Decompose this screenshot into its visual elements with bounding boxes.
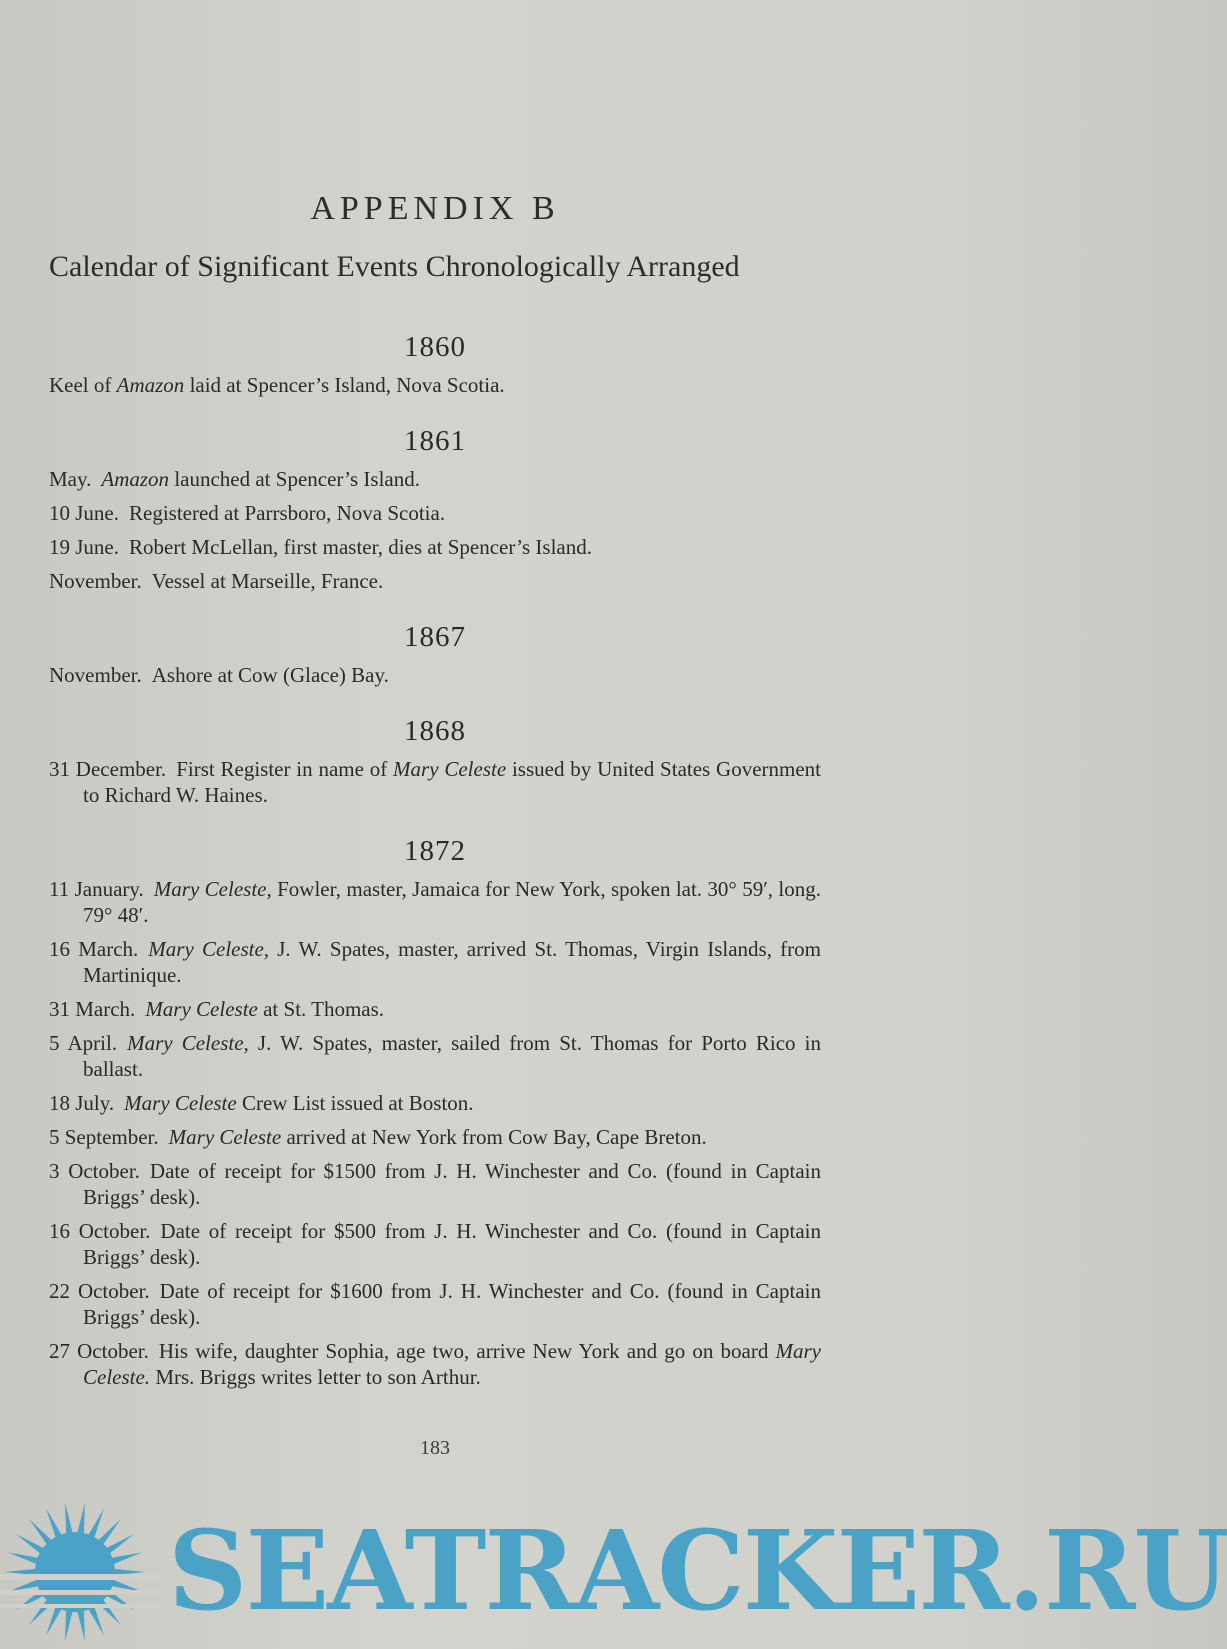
event-entry (49, 372, 821, 398)
event-text: issued by United States Government to Richard W. Haines. (83, 757, 821, 807)
ship-name: Mary Celeste, (148, 937, 270, 961)
ship-name: Mary Celeste, (127, 1031, 249, 1055)
event-text: Registered at Parrsboro, Nova Scotia. (129, 501, 446, 525)
event-text: at St. Thomas. (257, 997, 385, 1021)
event-entry (49, 1090, 821, 1116)
event-entry (49, 876, 821, 928)
year-section (49, 424, 821, 594)
ship-name: Amazon (116, 373, 185, 397)
event-date: November. (49, 569, 142, 593)
sun-disc (35, 1532, 115, 1612)
event-entry (49, 1124, 821, 1150)
sun-ray (46, 1605, 63, 1636)
event-text: Date of receipt for $1600 from J. H. Winchester and Co. (found in Captain Briggs’ desk). (83, 1279, 821, 1329)
year-section (49, 330, 821, 398)
event-date: 3 October. (49, 1159, 140, 1183)
event-entry (49, 936, 821, 988)
sun-ray (65, 1503, 73, 1535)
event-entry (49, 568, 821, 594)
ship-name: Mary Celeste (168, 1125, 282, 1149)
year-section (49, 714, 821, 808)
sun-ray (65, 1609, 73, 1641)
event-entry (49, 662, 821, 688)
page-number: 183 (420, 1437, 450, 1459)
event-entry (49, 1030, 821, 1082)
event-text: arrived at New York from Cow Bay, Cape Breton. (281, 1125, 707, 1149)
sun-ray (88, 1508, 105, 1539)
event-text: J. W. Spates, master, sailed from St. Thomas for Porto Rico in ballast. (83, 1031, 822, 1081)
event-entry (49, 1278, 821, 1330)
event-entry (49, 996, 821, 1022)
event-entry (49, 534, 821, 560)
watermark-text: SEATRACKER.RU (168, 1506, 1227, 1635)
year-heading: 1861 (404, 425, 466, 457)
event-date: 5 April. (49, 1031, 118, 1055)
chronology-list (49, 330, 821, 1416)
ship-name: Mary Celeste. (83, 1339, 821, 1389)
year-section (49, 620, 821, 688)
event-date: 5 September. (49, 1125, 159, 1149)
event-text: His wife, daughter Sophia, age two, arrive New York and go on board (158, 1339, 776, 1363)
event-text: Crew List issued at Boston. (236, 1091, 474, 1115)
event-text: Date of receipt for $500 from J. H. Winchester and Co. (found in Captain Briggs’ desk). (83, 1219, 821, 1269)
year-heading: 1872 (404, 835, 466, 867)
event-entry (49, 500, 821, 526)
event-date: 10 June. (49, 501, 119, 525)
event-entry (49, 756, 821, 808)
event-date: 11 January. (49, 877, 144, 901)
year-section (49, 834, 821, 1390)
event-entry (49, 1158, 821, 1210)
event-text: Date of receipt for $1500 from J. H. Winchester and Co. (found in Captain Briggs’ desk). (83, 1159, 821, 1209)
ship-name: Mary Celeste, (153, 877, 272, 901)
event-text: First Register in name of (176, 757, 394, 781)
sun-ray (46, 1508, 63, 1539)
event-date: 16 March. (49, 937, 139, 961)
ship-name: Amazon (101, 467, 170, 491)
event-text: Keel of (49, 373, 117, 397)
year-heading: 1868 (404, 715, 466, 747)
event-date: May. (49, 467, 92, 491)
event-date: 16 October. (49, 1219, 151, 1243)
ship-name: Mary Celeste (145, 997, 258, 1021)
event-text: laid at Spencer’s Island, Nova Scotia. (184, 373, 505, 397)
event-date: 31 March. (49, 997, 136, 1021)
event-date: 18 July. (49, 1091, 115, 1115)
event-date: 19 June. (49, 535, 119, 559)
event-text: Ashore at Cow (Glace) Bay. (151, 663, 389, 687)
event-entry (49, 1218, 821, 1270)
sun-ray (110, 1579, 142, 1591)
event-text: Vessel at Marseille, France. (151, 569, 384, 593)
sun-ray (105, 1534, 134, 1554)
event-date: 27 October. (49, 1339, 149, 1363)
sun-ray (77, 1503, 85, 1535)
event-text: Mrs. Briggs writes letter to son Arthur. (150, 1365, 481, 1389)
appendix-subtitle: Calendar of Significant Events Chronologically Arranged (49, 250, 740, 283)
sun-ray (88, 1605, 105, 1636)
event-text: Fowler, master, Jamaica for New York, spoken lat. 30° 59′, long. 79° 48′. (83, 877, 822, 927)
event-entry (49, 1338, 821, 1390)
sun-ray (77, 1609, 85, 1641)
sun-ray (110, 1552, 142, 1564)
ship-name: Mary Celeste (124, 1091, 237, 1115)
event-entry (49, 466, 821, 492)
event-date: 31 December. (49, 757, 167, 781)
event-text: J. W. Spates, master, arrived St. Thomas, Virgin Islands, from Martinique. (83, 937, 821, 987)
year-heading: 1867 (404, 621, 466, 653)
event-date: 22 October. (49, 1279, 150, 1303)
event-text: Robert McLellan, first master, dies at Spencer’s Island. (129, 535, 592, 559)
ship-name: Mary Celeste (393, 757, 507, 781)
event-date: November. (49, 663, 142, 687)
appendix-heading: APPENDIX B (310, 190, 560, 227)
year-heading: 1860 (404, 331, 466, 363)
sun-ray (16, 1534, 45, 1554)
sun-ray (8, 1552, 40, 1564)
sun-ray (8, 1579, 40, 1591)
event-text: launched at Spencer’s Island. (169, 467, 421, 491)
